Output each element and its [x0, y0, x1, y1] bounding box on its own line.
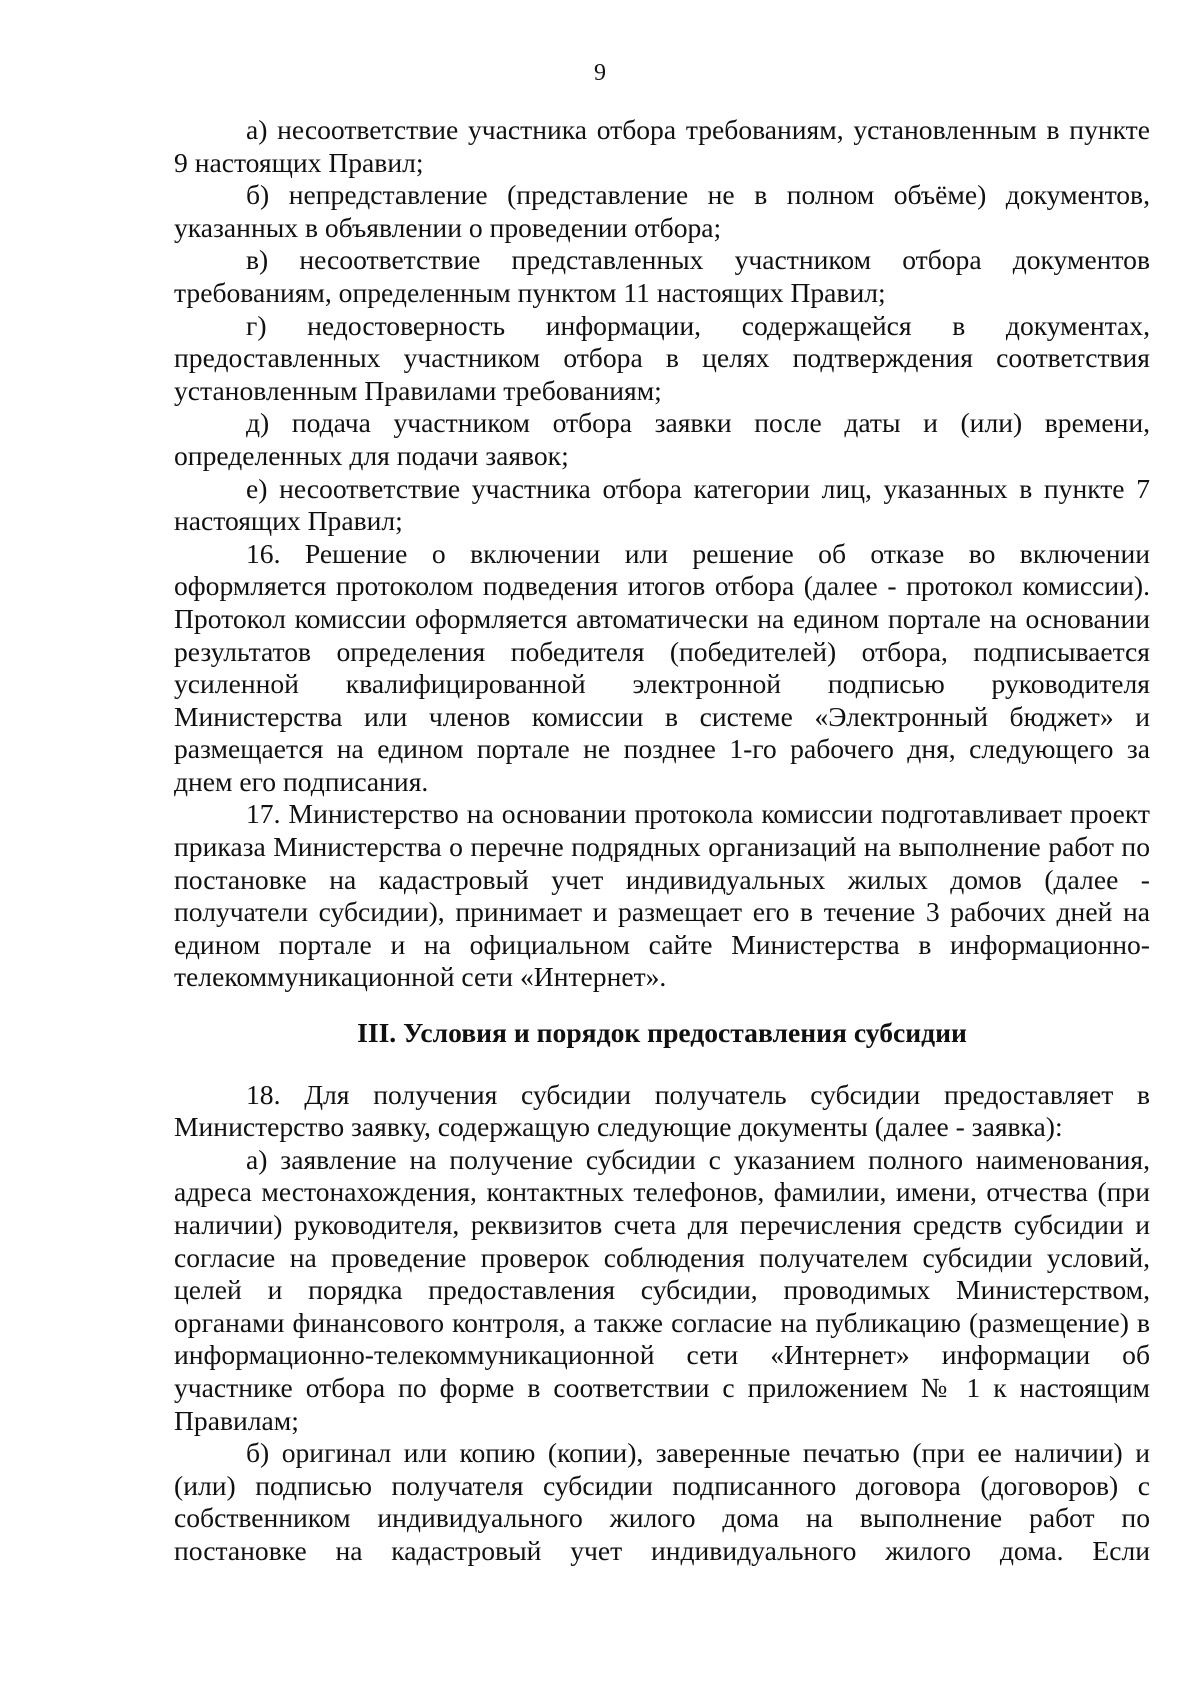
paragraph-item-b: б) непредставление (представление не в полном объёме) документов, указанных в объявлении о проведении отбора; — [174, 179, 1150, 243]
paragraph-item-d: д) подача участником отбора заявки после даты и (или) времени, определенных для подачи заявок; — [174, 407, 1150, 471]
paragraph-18-item-b: б) оригинал или копию (копии), заверенные печатью (при ее наличии) и (или) подписью получателя субсидии подписанного договора (договоров) с собственником индивидуального жилого дома на выполнение работ по постановке на кадастровый учет индивидуального жилого дома. Если — [174, 1437, 1150, 1566]
section-heading: III. Условия и порядок предоставления субсидии — [357, 1017, 967, 1049]
document-body — [174, 114, 1150, 1568]
paragraph-18-item-a: а) заявление на получение субсидии с указанием полного наименования, адреса местонахождения, контактных телефонов, фамилии, имени, отчества (при наличии) руководителя, реквизитов счета для перечисления средств субсидии и согласие на проведение проверок соблюдения получателем субсидии условий, целей и порядка предоставления субсидии, проводимых Министерством, органами финансового контроля, а также согласие на публикацию (размещение) в информационно-телекоммуникационной сети «Интернет» информации об участнике отбора по форме в соответствии с приложением № 1 к настоящим Правилам; — [174, 1143, 1150, 1436]
paragraph-item-a: а) несоответствие участника отбора требованиям, установленным в пункте 9 настоящих Правил; — [174, 114, 1150, 178]
paragraph-item-e: е) несоответствие участника отбора категории лиц, указанных в пункте 7 настоящих Правил; — [174, 472, 1150, 537]
paragraph-16: 16. Решение о включении или решение об отказе во включении оформляется протоколом подведения итогов отбора (далее - протокол комиссии). Протокол комиссии оформляется автоматически на едином портале на основании результатов определения победителя (победителей) отбора, подписывается усиленной квалифицированной электронной подписью руководителя Министерства или членов комиссии в системе «Электронный бюджет» и размещается на едином портале не позднее 1-го рабочего дня, следующего за днем его подписания. — [174, 537, 1150, 797]
page-number: 9 — [594, 60, 606, 86]
paragraph-item-g: г) недостоверность информации, содержащейся в документах, предоставленных участником отбора в целях подтверждения соответствия установленным Правилами требованиям; — [174, 309, 1150, 406]
paragraph-18: 18. Для получения субсидии получатель субсидии предоставляет в Министерство заявку, содержащую следующие документы (далее - заявка): — [174, 1078, 1150, 1143]
paragraph-item-v: в) несоответствие представленных участником отбора документов требованиям, определенным пунктом 11 настоящих Правил; — [174, 244, 1150, 308]
paragraph-17: 17. Министерство на основании протокола комиссии подготавливает проект приказа Министерства о перечне подрядных организаций на выполнение работ по постановке на кадастровый учет индивидуальных жилых домов (далее - получатели субсидии), принимает и размещает его в течение 3 рабочих дней на едином портале и на официальном сайте Министерства в информационно-телекоммуникационной сети «Интернет». — [174, 798, 1150, 993]
